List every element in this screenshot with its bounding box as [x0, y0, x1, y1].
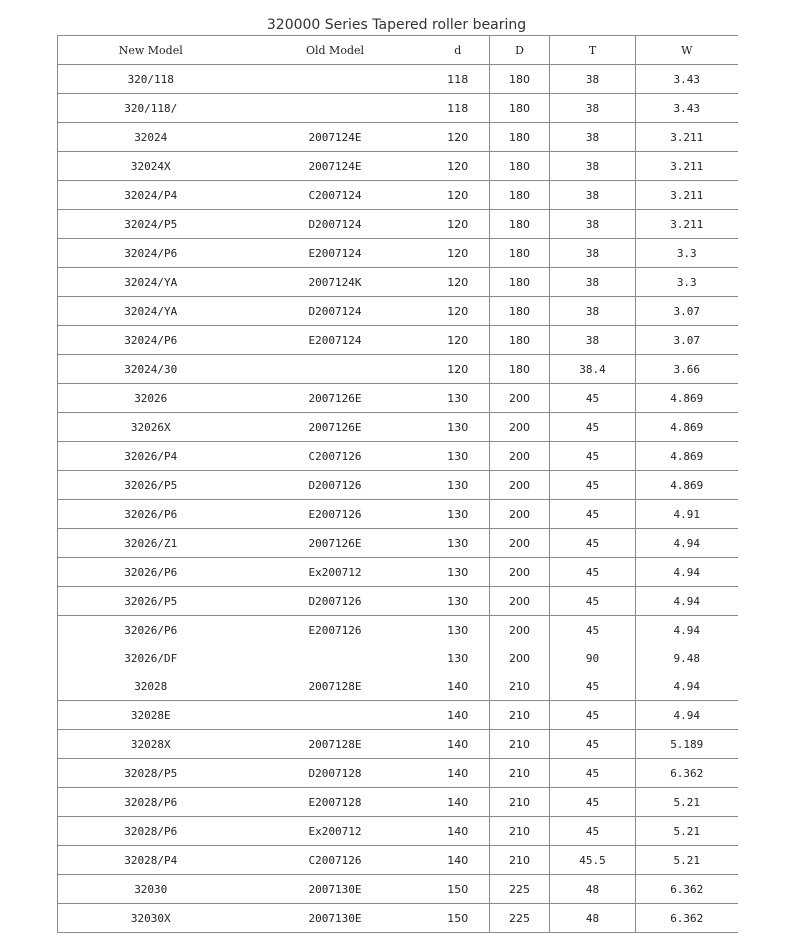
cell-t: 45	[550, 817, 636, 846]
cell-outer-d: 200	[490, 500, 550, 529]
cell-d: 120	[447, 362, 469, 376]
cell-outer-d: 210	[490, 759, 550, 788]
cell-new-model: 32024/30	[58, 355, 244, 384]
cell-outer-d: 180	[490, 297, 550, 326]
header-new-model: New Model	[58, 36, 244, 65]
cell-old-model: 2007128E	[308, 679, 362, 693]
cell-new-model: 32028/P6	[58, 788, 244, 817]
cell-old-model: 2007126E	[308, 536, 362, 550]
table-header-row	[58, 36, 738, 65]
cell-d: 118	[447, 72, 469, 86]
cell-d: 140	[447, 679, 469, 693]
cell-old-model: 2007130E	[308, 882, 362, 896]
cell-t: 90	[550, 644, 636, 672]
cell-outer-d: 210	[490, 846, 550, 875]
cell-outer-d: 200	[490, 384, 550, 413]
cell-d: 140	[447, 853, 469, 867]
cell-t: 38	[550, 65, 636, 94]
cell-w: 6.362	[636, 759, 738, 788]
cell-t: 38	[550, 210, 636, 239]
cell-new-model: 32026/P6	[58, 500, 244, 529]
cell-w: 3.211	[636, 181, 738, 210]
cell-t: 38.4	[550, 355, 636, 384]
table-row	[58, 500, 738, 529]
cell-new-model: 32024/YA	[58, 268, 244, 297]
cell-outer-d: 180	[490, 326, 550, 355]
cell-d: 130	[447, 391, 469, 405]
cell-new-model: 32030X	[58, 904, 244, 933]
cell-w: 5.189	[636, 730, 738, 759]
cell-outer-d: 180	[490, 152, 550, 181]
cell-old-model: 2007124K	[308, 275, 362, 289]
cell-new-model: 32024/P6	[58, 239, 244, 268]
table-row	[58, 875, 738, 904]
cell-new-model: 32024X	[58, 152, 244, 181]
cell-t: 45	[550, 701, 636, 730]
bearing-table	[57, 35, 738, 933]
cell-d: 130	[447, 420, 469, 434]
cell-t: 38	[550, 268, 636, 297]
cell-t: 38	[550, 181, 636, 210]
cell-w: 4.94	[636, 587, 738, 616]
cell-t: 48	[550, 904, 636, 933]
cell-t: 45	[550, 587, 636, 616]
cell-d: 130	[447, 594, 469, 608]
cell-new-model: 32028/P6	[58, 817, 244, 846]
cell-new-model: 32028E	[58, 701, 244, 730]
cell-old-model: 2007130E	[308, 911, 362, 925]
cell-new-model: 32026X	[58, 413, 244, 442]
page-title: 320000 Series Tapered roller bearing	[266, 17, 527, 33]
cell-outer-d: 200	[490, 616, 550, 645]
cell-outer-d: 180	[490, 123, 550, 152]
cell-outer-d: 210	[490, 672, 550, 701]
cell-old-model: E2007124	[308, 246, 362, 260]
cell-t: 45	[550, 529, 636, 558]
table-row	[58, 904, 738, 933]
cell-old-model: C2007126	[308, 449, 362, 463]
cell-outer-d: 225	[490, 875, 550, 904]
cell-new-model: 32024/P6	[58, 326, 244, 355]
table-row	[58, 413, 738, 442]
table-row	[58, 817, 738, 846]
cell-t: 38	[550, 326, 636, 355]
cell-outer-d: 180	[490, 239, 550, 268]
cell-w: 6.362	[636, 904, 738, 933]
cell-t: 45	[550, 672, 636, 701]
cell-new-model: 32024/P5	[58, 210, 244, 239]
cell-d: 120	[447, 188, 469, 202]
cell-d: 150	[447, 911, 469, 925]
cell-t: 45.5	[550, 846, 636, 875]
cell-new-model: 32028/P5	[58, 759, 244, 788]
cell-w: 4.869	[636, 471, 738, 500]
header-outer-d: D	[490, 36, 550, 65]
cell-old-model	[244, 94, 427, 123]
header-t: T	[550, 36, 636, 65]
cell-t: 45	[550, 413, 636, 442]
cell-w: 5.21	[636, 846, 738, 875]
cell-old-model: E2007128	[308, 795, 362, 809]
header-w: W	[636, 36, 738, 65]
cell-old-model: D2007126	[308, 594, 362, 608]
cell-w: 4.869	[636, 442, 738, 471]
cell-old-model: 2007124E	[308, 130, 362, 144]
cell-t: 45	[550, 471, 636, 500]
table-row	[58, 529, 738, 558]
cell-d: 130	[447, 565, 469, 579]
cell-outer-d: 225	[490, 904, 550, 933]
cell-new-model: 320/118/	[58, 94, 244, 123]
cell-new-model: 32026/P6	[58, 616, 244, 645]
table-row	[58, 384, 738, 413]
cell-outer-d: 210	[490, 788, 550, 817]
cell-outer-d: 210	[490, 817, 550, 846]
cell-w: 4.94	[636, 701, 738, 730]
cell-new-model: 32024/P4	[58, 181, 244, 210]
table-row	[58, 730, 738, 759]
cell-old-model: E2007126	[308, 507, 362, 521]
cell-d: 120	[447, 246, 469, 260]
cell-old-model	[244, 65, 427, 94]
cell-t: 45	[550, 558, 636, 587]
cell-w: 3.211	[636, 152, 738, 181]
cell-w: 6.362	[636, 875, 738, 904]
cell-old-model	[244, 701, 427, 730]
table-row	[58, 471, 738, 500]
table-row	[58, 181, 738, 210]
cell-new-model: 32026/P5	[58, 471, 244, 500]
table-row	[58, 616, 738, 645]
cell-w: 3.66	[636, 355, 738, 384]
cell-old-model: C2007126	[308, 853, 362, 867]
cell-new-model: 32030	[58, 875, 244, 904]
cell-w: 5.21	[636, 788, 738, 817]
table-row	[58, 355, 738, 384]
table-row	[58, 587, 738, 616]
cell-t: 45	[550, 730, 636, 759]
cell-d: 150	[447, 882, 469, 896]
cell-d: 140	[447, 766, 469, 780]
cell-outer-d: 200	[490, 413, 550, 442]
cell-w: 3.43	[636, 94, 738, 123]
cell-old-model: Ex200712	[308, 565, 362, 579]
cell-w: 3.07	[636, 326, 738, 355]
header-d: d	[454, 43, 462, 57]
table-row	[58, 326, 738, 355]
cell-outer-d: 210	[490, 701, 550, 730]
cell-old-model: 2007126E	[308, 391, 362, 405]
cell-outer-d: 200	[490, 471, 550, 500]
cell-outer-d: 180	[490, 355, 550, 384]
cell-new-model: 32026/P5	[58, 587, 244, 616]
cell-w: 3.07	[636, 297, 738, 326]
cell-t: 38	[550, 152, 636, 181]
cell-t: 45	[550, 788, 636, 817]
cell-t: 45	[550, 759, 636, 788]
cell-d: 120	[447, 217, 469, 231]
cell-old-model: E2007126	[308, 623, 362, 637]
cell-d: 120	[447, 333, 469, 347]
cell-old-model: Ex200712	[308, 824, 362, 838]
table-row	[58, 268, 738, 297]
cell-outer-d: 180	[490, 210, 550, 239]
cell-d: 120	[447, 304, 469, 318]
cell-d: 140	[447, 708, 469, 722]
table-row	[58, 442, 738, 471]
table-row	[58, 788, 738, 817]
cell-w: 4.94	[636, 529, 738, 558]
cell-outer-d: 200	[490, 529, 550, 558]
table-row	[58, 701, 738, 730]
table-row	[58, 672, 738, 701]
cell-d: 130	[447, 623, 469, 637]
table-row	[58, 759, 738, 788]
cell-new-model: 32026	[58, 384, 244, 413]
cell-t: 45	[550, 442, 636, 471]
cell-t: 38	[550, 239, 636, 268]
cell-t: 45	[550, 384, 636, 413]
cell-t: 45	[550, 500, 636, 529]
cell-old-model: C2007124	[308, 188, 362, 202]
cell-new-model: 32026/P6	[58, 558, 244, 587]
cell-new-model: 32024/YA	[58, 297, 244, 326]
cell-outer-d: 200	[490, 558, 550, 587]
cell-old-model: E2007124	[308, 333, 362, 347]
cell-t: 38	[550, 94, 636, 123]
cell-d: 118	[447, 101, 469, 115]
cell-w: 4.94	[636, 558, 738, 587]
cell-w: 4.94	[636, 616, 738, 645]
cell-w: 5.21	[636, 817, 738, 846]
cell-old-model: D2007128	[308, 766, 362, 780]
cell-outer-d: 180	[490, 181, 550, 210]
table-row	[58, 123, 738, 152]
cell-outer-d: 180	[490, 268, 550, 297]
cell-new-model: 32026/P4	[58, 442, 244, 471]
cell-d: 130	[447, 536, 469, 550]
cell-t: 45	[550, 616, 636, 645]
cell-d: 130	[447, 478, 469, 492]
cell-outer-d: 200	[490, 442, 550, 471]
cell-w: 9.48	[636, 644, 738, 672]
table-row	[58, 558, 738, 587]
cell-old-model: D2007124	[308, 304, 362, 318]
cell-w: 3.211	[636, 123, 738, 152]
cell-w: 4.94	[636, 672, 738, 701]
table-row	[58, 152, 738, 181]
cell-outer-d: 200	[490, 644, 550, 672]
cell-t: 38	[550, 123, 636, 152]
cell-d: 140	[447, 737, 469, 751]
cell-d: 130	[447, 651, 469, 665]
cell-old-model: 2007124E	[308, 159, 362, 173]
table-row	[58, 239, 738, 268]
cell-old-model	[244, 355, 427, 384]
cell-old-model: D2007126	[308, 478, 362, 492]
cell-new-model: 32026/Z1	[58, 529, 244, 558]
cell-d: 120	[447, 130, 469, 144]
cell-d: 140	[447, 795, 469, 809]
cell-d: 140	[447, 824, 469, 838]
cell-new-model: 32028	[58, 672, 244, 701]
cell-d: 130	[447, 449, 469, 463]
cell-new-model: 32024	[58, 123, 244, 152]
cell-outer-d: 200	[490, 587, 550, 616]
table-row	[58, 65, 738, 94]
cell-old-model: 2007126E	[308, 420, 362, 434]
table-row	[58, 297, 738, 326]
cell-d: 120	[447, 159, 469, 173]
cell-w: 4.91	[636, 500, 738, 529]
cell-w: 3.3	[636, 239, 738, 268]
table-row	[58, 210, 738, 239]
header-old-model: Old Model	[305, 43, 365, 57]
cell-new-model: 320/118	[58, 65, 244, 94]
cell-new-model: 32028/P4	[58, 846, 244, 875]
table-row	[58, 644, 738, 672]
cell-w: 3.3	[636, 268, 738, 297]
cell-w: 4.869	[636, 384, 738, 413]
cell-old-model: D2007124	[308, 217, 362, 231]
cell-outer-d: 180	[490, 65, 550, 94]
cell-w: 4.869	[636, 413, 738, 442]
cell-outer-d: 210	[490, 730, 550, 759]
table-row	[58, 94, 738, 123]
cell-new-model: 32028X	[58, 730, 244, 759]
cell-t: 48	[550, 875, 636, 904]
cell-outer-d: 180	[490, 94, 550, 123]
cell-d: 130	[447, 507, 469, 521]
cell-old-model	[244, 644, 427, 672]
cell-old-model: 2007128E	[308, 737, 362, 751]
cell-w: 3.211	[636, 210, 738, 239]
table-row	[58, 846, 738, 875]
cell-w: 3.43	[636, 65, 738, 94]
cell-d: 120	[447, 275, 469, 289]
cell-new-model: 32026/DF	[58, 644, 244, 672]
cell-t: 38	[550, 297, 636, 326]
